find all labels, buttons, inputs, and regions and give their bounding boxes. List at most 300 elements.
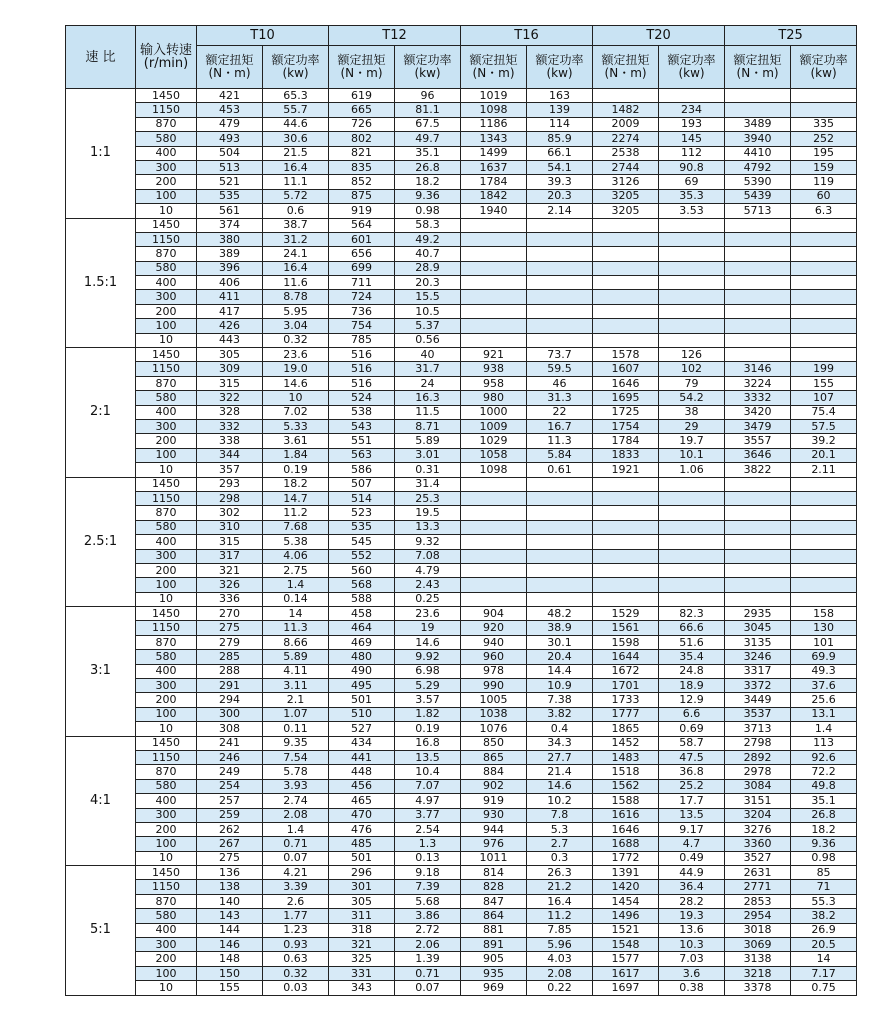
torque-cell: 3822	[725, 463, 791, 477]
power-cell: 59.5	[527, 362, 593, 376]
torque-cell	[725, 218, 791, 232]
table-row	[66, 779, 857, 793]
power-cell: 2.08	[527, 966, 593, 980]
power-cell: 5.89	[263, 650, 329, 664]
power-cell	[659, 261, 725, 275]
torque-cell: 1529	[593, 607, 659, 621]
torque-cell: 3045	[725, 621, 791, 635]
power-cell: 24	[395, 376, 461, 390]
speed-cell: 200	[136, 822, 197, 836]
table-row	[66, 405, 857, 419]
torque-cell: 1784	[593, 434, 659, 448]
power-cell: 1.4	[263, 578, 329, 592]
speed-cell: 200	[136, 952, 197, 966]
torque-cell: 1005	[461, 693, 527, 707]
power-cell: 28.2	[659, 894, 725, 908]
power-cell	[659, 319, 725, 333]
torque-cell: 328	[197, 405, 263, 419]
power-cell: 3.93	[263, 779, 329, 793]
power-cell: 5.33	[263, 419, 329, 433]
power-cell: 81.1	[395, 103, 461, 117]
torque-cell: 148	[197, 952, 263, 966]
table-row	[66, 204, 857, 218]
torque-cell	[725, 520, 791, 534]
power-cell: 7.02	[263, 405, 329, 419]
torque-cell: 3018	[725, 923, 791, 937]
speed-cell: 100	[136, 837, 197, 851]
model-header: T20	[593, 26, 725, 46]
power-cell: 0.61	[527, 463, 593, 477]
table-row	[66, 391, 857, 405]
torque-cell	[725, 506, 791, 520]
torque-cell: 300	[197, 707, 263, 721]
torque-cell: 296	[329, 866, 395, 880]
power-cell	[659, 276, 725, 290]
power-cell: 66.6	[659, 621, 725, 635]
power-cell	[791, 520, 857, 534]
power-cell: 5.68	[395, 894, 461, 908]
power-cell	[659, 247, 725, 261]
power-cell: 2.6	[263, 894, 329, 908]
torque-cell: 1646	[593, 376, 659, 390]
power-cell: 2.72	[395, 923, 461, 937]
power-cell: 36.8	[659, 765, 725, 779]
power-cell: 39.3	[527, 175, 593, 189]
power-cell: 9.35	[263, 736, 329, 750]
torque-cell: 479	[197, 117, 263, 131]
torque-cell: 865	[461, 750, 527, 764]
torque-cell: 1777	[593, 707, 659, 721]
table-row	[66, 247, 857, 261]
power-cell: 90.8	[659, 160, 725, 174]
power-cell: 66.1	[527, 146, 593, 160]
torque-cell: 1725	[593, 405, 659, 419]
torque-cell	[593, 261, 659, 275]
torque-cell	[725, 319, 791, 333]
torque-cell: 568	[329, 578, 395, 592]
power-cell: 96	[395, 89, 461, 103]
power-cell: 71	[791, 880, 857, 894]
torque-cell	[725, 290, 791, 304]
speed-cell: 1150	[136, 362, 197, 376]
torque-cell: 2771	[725, 880, 791, 894]
torque-cell: 976	[461, 837, 527, 851]
power-cell	[659, 477, 725, 491]
torque-cell: 516	[329, 376, 395, 390]
power-cell: 1.84	[263, 448, 329, 462]
power-cell	[527, 506, 593, 520]
table-row	[66, 276, 857, 290]
torque-cell: 267	[197, 837, 263, 851]
torque-cell	[461, 578, 527, 592]
power-cell: 35.1	[791, 794, 857, 808]
torque-cell: 1343	[461, 132, 527, 146]
table-row	[66, 232, 857, 246]
torque-cell: 3246	[725, 650, 791, 664]
torque-cell: 510	[329, 707, 395, 721]
power-cell: 18.2	[395, 175, 461, 189]
power-cell: 0.71	[263, 837, 329, 851]
torque-cell: 944	[461, 822, 527, 836]
power-cell: 0.63	[263, 952, 329, 966]
torque-cell: 309	[197, 362, 263, 376]
torque-cell: 2538	[593, 146, 659, 160]
power-cell: 24.1	[263, 247, 329, 261]
torque-cell: 1521	[593, 923, 659, 937]
speed-cell: 870	[136, 894, 197, 908]
torque-cell: 302	[197, 506, 263, 520]
torque-cell	[593, 247, 659, 261]
speed-cell: 580	[136, 520, 197, 534]
torque-cell	[725, 578, 791, 592]
power-cell: 49.7	[395, 132, 461, 146]
ratio-cell: 2.5:1	[66, 477, 136, 607]
power-cell: 0.31	[395, 463, 461, 477]
power-cell	[527, 549, 593, 563]
power-cell: 7.38	[527, 693, 593, 707]
power-cell: 0.3	[527, 851, 593, 865]
torque-cell: 940	[461, 635, 527, 649]
torque-cell: 315	[197, 376, 263, 390]
table-row	[66, 463, 857, 477]
power-cell	[791, 304, 857, 318]
torque-cell: 2853	[725, 894, 791, 908]
power-cell	[791, 261, 857, 275]
table-row	[66, 261, 857, 275]
torque-cell: 321	[197, 563, 263, 577]
torque-cell: 1637	[461, 160, 527, 174]
torque-cell: 938	[461, 362, 527, 376]
power-cell: 16.4	[527, 894, 593, 908]
power-cell: 11.3	[527, 434, 593, 448]
power-cell: 10.5	[395, 304, 461, 318]
power-cell	[527, 333, 593, 347]
torque-cell: 1483	[593, 750, 659, 764]
power-cell	[791, 563, 857, 577]
power-cell: 9.32	[395, 535, 461, 549]
torque-cell: 523	[329, 506, 395, 520]
torque-cell: 665	[329, 103, 395, 117]
table-row	[66, 607, 857, 621]
power-cell: 44.9	[659, 866, 725, 880]
torque-cell: 524	[329, 391, 395, 405]
power-cell: 13.6	[659, 923, 725, 937]
torque-cell: 470	[329, 808, 395, 822]
power-cell: 37.6	[791, 679, 857, 693]
torque-cell: 143	[197, 909, 263, 923]
torque-cell: 298	[197, 491, 263, 505]
power-cell: 9.92	[395, 650, 461, 664]
power-cell: 0.75	[791, 981, 857, 995]
power-cell	[527, 491, 593, 505]
speed-cell: 100	[136, 966, 197, 980]
torque-cell: 1518	[593, 765, 659, 779]
speed-cell: 100	[136, 448, 197, 462]
torque-cell: 2892	[725, 750, 791, 764]
table-row	[66, 333, 857, 347]
speed-cell: 1150	[136, 750, 197, 764]
torque-cell: 3084	[725, 779, 791, 793]
torque-cell	[725, 563, 791, 577]
table-row	[66, 851, 857, 865]
torque-cell	[725, 592, 791, 606]
torque-cell: 3224	[725, 376, 791, 390]
table-row	[66, 535, 857, 549]
power-cell: 11.3	[263, 621, 329, 635]
torque-cell: 458	[329, 607, 395, 621]
power-cell: 10	[263, 391, 329, 405]
power-cell: 0.56	[395, 333, 461, 347]
torque-header: 额定扭矩 (N・m)	[725, 46, 791, 89]
power-cell	[527, 276, 593, 290]
power-cell: 85.9	[527, 132, 593, 146]
power-cell: 92.6	[791, 750, 857, 764]
power-cell: 12.9	[659, 693, 725, 707]
power-cell	[527, 563, 593, 577]
power-cell: 30.1	[527, 635, 593, 649]
torque-cell	[725, 304, 791, 318]
power-cell: 19.5	[395, 506, 461, 520]
power-cell	[527, 578, 593, 592]
power-cell: 26.8	[791, 808, 857, 822]
torque-cell: 1186	[461, 117, 527, 131]
speed-cell: 400	[136, 535, 197, 549]
power-cell: 2.14	[527, 204, 593, 218]
torque-cell	[593, 319, 659, 333]
power-cell: 114	[527, 117, 593, 131]
torque-cell: 3527	[725, 851, 791, 865]
power-cell: 1.4	[263, 822, 329, 836]
power-cell: 1.77	[263, 909, 329, 923]
model-header: T16	[461, 26, 593, 46]
torque-cell: 1644	[593, 650, 659, 664]
torque-cell: 588	[329, 592, 395, 606]
table-row	[66, 679, 857, 693]
torque-cell: 601	[329, 232, 395, 246]
torque-cell: 3146	[725, 362, 791, 376]
torque-cell: 5713	[725, 204, 791, 218]
speed-cell: 200	[136, 434, 197, 448]
power-cell: 2.54	[395, 822, 461, 836]
torque-cell: 344	[197, 448, 263, 462]
torque-cell: 275	[197, 851, 263, 865]
power-cell: 16.4	[263, 160, 329, 174]
torque-cell: 3069	[725, 938, 791, 952]
torque-cell: 1496	[593, 909, 659, 923]
power-cell: 7.08	[395, 549, 461, 563]
power-cell: 38.2	[791, 909, 857, 923]
power-cell	[659, 89, 725, 103]
power-cell: 5.96	[527, 938, 593, 952]
power-cell: 11.5	[395, 405, 461, 419]
table-row	[66, 722, 857, 736]
torque-cell: 318	[329, 923, 395, 937]
power-cell	[791, 549, 857, 563]
power-cell: 6.6	[659, 707, 725, 721]
table-row	[66, 952, 857, 966]
power-cell: 4.11	[263, 664, 329, 678]
torque-cell: 275	[197, 621, 263, 635]
power-cell: 79	[659, 376, 725, 390]
torque-cell: 3537	[725, 707, 791, 721]
speed-cell: 10	[136, 204, 197, 218]
power-cell: 14.6	[395, 635, 461, 649]
power-cell: 23.6	[263, 348, 329, 362]
table-row	[66, 563, 857, 577]
table-row	[66, 693, 857, 707]
power-cell	[791, 535, 857, 549]
model-header: T12	[329, 26, 461, 46]
power-cell: 0.07	[395, 981, 461, 995]
power-cell: 3.53	[659, 204, 725, 218]
torque-header: 额定扭矩 (N・m)	[329, 46, 395, 89]
power-cell: 1.82	[395, 707, 461, 721]
power-cell: 27.7	[527, 750, 593, 764]
power-cell: 38.9	[527, 621, 593, 635]
torque-cell: 3360	[725, 837, 791, 851]
torque-cell: 285	[197, 650, 263, 664]
power-cell: 335	[791, 117, 857, 131]
torque-cell: 875	[329, 189, 395, 203]
torque-cell: 443	[197, 333, 263, 347]
torque-cell: 291	[197, 679, 263, 693]
table-row	[66, 866, 857, 880]
speed-cell: 400	[136, 664, 197, 678]
torque-cell: 338	[197, 434, 263, 448]
torque-cell: 417	[197, 304, 263, 318]
power-cell: 40.7	[395, 247, 461, 261]
power-cell: 159	[791, 160, 857, 174]
torque-cell: 2978	[725, 765, 791, 779]
torque-cell: 990	[461, 679, 527, 693]
torque-cell: 336	[197, 592, 263, 606]
power-cell: 51.6	[659, 635, 725, 649]
torque-cell: 150	[197, 966, 263, 980]
power-header: 额定功率 (kw)	[263, 46, 329, 89]
torque-cell: 1577	[593, 952, 659, 966]
power-cell	[659, 578, 725, 592]
speed-cell: 870	[136, 635, 197, 649]
power-cell: 21.2	[527, 880, 593, 894]
torque-cell: 1098	[461, 463, 527, 477]
power-cell: 17.7	[659, 794, 725, 808]
power-cell: 16.3	[395, 391, 461, 405]
torque-cell: 259	[197, 808, 263, 822]
torque-cell: 493	[197, 132, 263, 146]
table-row	[66, 765, 857, 779]
power-cell: 0.07	[263, 851, 329, 865]
power-cell	[659, 218, 725, 232]
torque-cell: 828	[461, 880, 527, 894]
torque-cell: 490	[329, 664, 395, 678]
torque-cell: 396	[197, 261, 263, 275]
power-cell: 49.2	[395, 232, 461, 246]
torque-cell: 3205	[593, 204, 659, 218]
power-cell: 3.04	[263, 319, 329, 333]
torque-cell: 426	[197, 319, 263, 333]
table-row	[66, 736, 857, 750]
power-cell: 38.7	[263, 218, 329, 232]
table-row	[66, 103, 857, 117]
power-cell: 38	[659, 405, 725, 419]
power-cell: 14	[263, 607, 329, 621]
power-cell: 0.03	[263, 981, 329, 995]
torque-cell: 1607	[593, 362, 659, 376]
ratio-cell: 1:1	[66, 89, 136, 219]
power-cell	[527, 520, 593, 534]
power-cell: 8.66	[263, 635, 329, 649]
torque-cell: 514	[329, 491, 395, 505]
table-row	[66, 434, 857, 448]
torque-cell: 552	[329, 549, 395, 563]
torque-cell: 726	[329, 117, 395, 131]
speed-cell: 300	[136, 419, 197, 433]
table-row	[66, 938, 857, 952]
speed-cell: 400	[136, 146, 197, 160]
torque-cell: 310	[197, 520, 263, 534]
power-cell: 20.3	[527, 189, 593, 203]
power-cell: 18.9	[659, 679, 725, 693]
power-cell: 10.2	[527, 794, 593, 808]
torque-cell: 1000	[461, 405, 527, 419]
power-cell: 39.2	[791, 434, 857, 448]
table-row	[66, 218, 857, 232]
torque-cell: 3218	[725, 966, 791, 980]
power-cell: 14.6	[263, 376, 329, 390]
torque-cell: 521	[197, 175, 263, 189]
power-cell: 14	[791, 952, 857, 966]
power-cell: 0.69	[659, 722, 725, 736]
power-cell	[659, 491, 725, 505]
power-cell: 29	[659, 419, 725, 433]
torque-cell	[461, 218, 527, 232]
power-cell: 20.3	[395, 276, 461, 290]
torque-cell: 814	[461, 866, 527, 880]
torque-cell	[593, 218, 659, 232]
torque-cell	[593, 491, 659, 505]
torque-cell	[461, 319, 527, 333]
power-cell: 5.37	[395, 319, 461, 333]
power-cell: 3.82	[527, 707, 593, 721]
power-cell: 67.5	[395, 117, 461, 131]
power-cell: 158	[791, 607, 857, 621]
torque-cell: 257	[197, 794, 263, 808]
table-row	[66, 419, 857, 433]
torque-cell: 1009	[461, 419, 527, 433]
power-cell: 7.03	[659, 952, 725, 966]
torque-cell: 322	[197, 391, 263, 405]
power-cell: 54.2	[659, 391, 725, 405]
power-cell: 155	[791, 376, 857, 390]
torque-cell	[593, 477, 659, 491]
table-row	[66, 635, 857, 649]
power-cell	[791, 319, 857, 333]
torque-cell: 1701	[593, 679, 659, 693]
torque-cell: 545	[329, 535, 395, 549]
power-cell: 7.8	[527, 808, 593, 822]
speed-cell: 1450	[136, 866, 197, 880]
speed-cell: 100	[136, 319, 197, 333]
torque-cell: 1499	[461, 146, 527, 160]
power-cell: 195	[791, 146, 857, 160]
torque-cell: 294	[197, 693, 263, 707]
speed-cell: 300	[136, 808, 197, 822]
power-cell: 4.7	[659, 837, 725, 851]
power-cell: 31.2	[263, 232, 329, 246]
power-cell: 0.98	[395, 204, 461, 218]
power-cell: 54.1	[527, 160, 593, 174]
power-cell: 14.4	[527, 664, 593, 678]
